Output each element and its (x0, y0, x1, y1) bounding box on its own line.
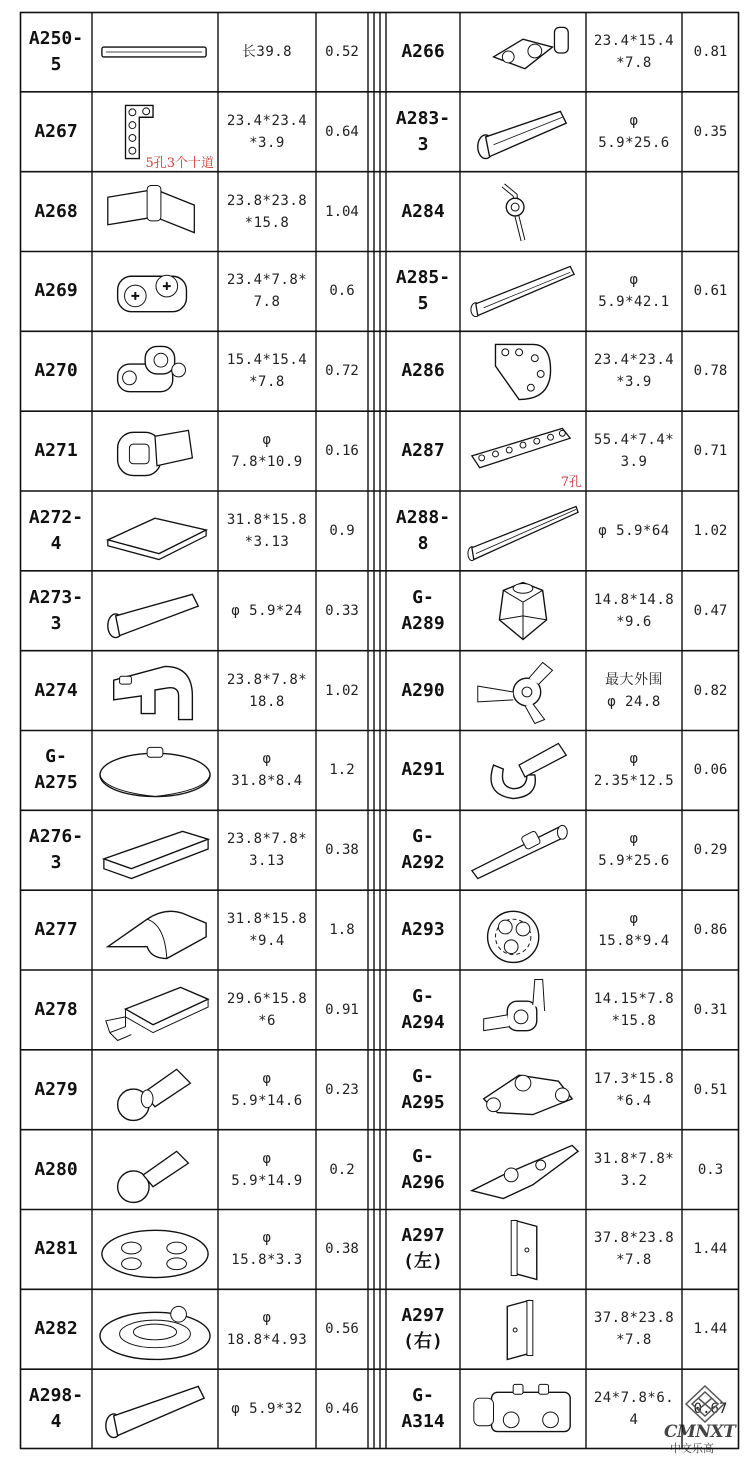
right-part-weight: 1.44 (693, 1241, 728, 1258)
left-part-weight: 1.04 (325, 203, 359, 220)
right-part-code: G- A295 (401, 1065, 445, 1113)
left-part-weight: 1.02 (325, 682, 359, 699)
left-part-weight: 0.2 (329, 1161, 355, 1178)
left-part-code: A267 (34, 120, 78, 142)
right-part-code: A291 (401, 759, 445, 781)
right-part-dimensions: 14.8*14.8 *9.6 (593, 591, 675, 630)
left-part-weight: 0.52 (325, 43, 359, 60)
left-part-image (92, 810, 218, 890)
left-part-weight: 0.56 (325, 1321, 359, 1338)
table-row (20, 890, 739, 970)
left-part-code: A274 (34, 679, 78, 701)
left-part-image (92, 1050, 218, 1130)
right-part-image (460, 970, 586, 1050)
table-row (20, 491, 739, 571)
plate-part-icon (96, 815, 214, 885)
right-part-dimensions: φ 5.9*42.1 (598, 272, 670, 311)
right-part-weight: 0.29 (693, 842, 728, 859)
right-part-image (460, 890, 586, 970)
left-part-image (92, 92, 218, 172)
left-part-weight: 0.9 (329, 522, 355, 539)
short-axle-part-icon (96, 576, 214, 646)
right-part-image (460, 172, 586, 252)
right-part-weight (682, 172, 739, 252)
left-part-weight: 1.8 (329, 922, 355, 939)
left-part-dimensions: 31.8*15.8 *9.4 (226, 911, 308, 950)
ball-joint-part-icon (96, 1055, 214, 1125)
door-left-part-icon (464, 1214, 582, 1284)
left-part-dimensions: φ 5.9*24 (231, 602, 303, 619)
left-part-dimensions: φ 5.9*32 (231, 1401, 303, 1418)
right-part-image (460, 1210, 586, 1290)
left-part-image (92, 1369, 218, 1449)
left-part-code: A278 (34, 998, 78, 1020)
right-part-image (460, 491, 586, 571)
pin-axle-part-icon (464, 815, 582, 885)
left-part-dimensions: 23.8*7.8* 3.13 (226, 831, 308, 870)
left-part-image (92, 571, 218, 651)
right-part-code: A266 (401, 40, 445, 62)
left-part-image (92, 731, 218, 811)
right-part-dimensions: 37.8*23.8 *7.8 (593, 1310, 675, 1349)
right-part-code: G- A314 (401, 1385, 445, 1433)
right-part-image (460, 92, 586, 172)
left-part-weight: 0.64 (325, 123, 359, 140)
table-row (20, 172, 739, 252)
left-part-dimensions: φ 7.8*10.9 (231, 432, 303, 471)
left-part-dimensions: φ 18.8*4.93 (226, 1310, 308, 1349)
table-row (20, 651, 739, 731)
table-row (20, 1289, 739, 1369)
right-part-image (460, 1130, 586, 1210)
left-part-weight: 0.38 (325, 842, 359, 859)
right-part-image (460, 731, 586, 811)
left-part-weight: 0.72 (325, 363, 359, 380)
right-part-code: A297 (右) (401, 1305, 445, 1353)
right-part-image (460, 252, 586, 332)
right-part-image (460, 1369, 586, 1449)
right-part-code: G- A289 (401, 586, 445, 634)
left-part-code: A271 (34, 440, 78, 462)
left-part-weight: 0.91 (325, 1001, 359, 1018)
axle-part-icon (464, 97, 582, 167)
table-row (20, 331, 739, 411)
left-part-code: A268 (34, 200, 78, 222)
rod-part-icon (96, 17, 214, 87)
right-part-image (460, 12, 586, 92)
left-part-dimensions: 23.4*23.4 *3.9 (226, 112, 308, 151)
right-part-image (460, 810, 586, 890)
hinge-plate-part-icon (96, 177, 214, 247)
left-part-dimensions: φ 5.9*14.9 (231, 1150, 303, 1189)
left-part-dimensions: 15.4*15.4 *7.8 (226, 352, 308, 391)
left-part-image (92, 252, 218, 332)
right-part-code: A285- 5 (395, 267, 451, 315)
left-part-weight: 0.16 (325, 443, 359, 460)
left-part-image (92, 651, 218, 731)
right-part-dimensions: 14.15*7.8 *15.8 (593, 990, 675, 1029)
left-part-image (92, 1210, 218, 1290)
table-row (20, 1130, 739, 1210)
left-part-code: A282 (34, 1318, 78, 1340)
left-part-image (92, 1130, 218, 1210)
angle-connector-part-icon (464, 975, 582, 1045)
left-part-code: A269 (34, 280, 78, 302)
table-row (20, 1210, 739, 1290)
right-part-weight: 0.35 (693, 123, 728, 140)
turntable-part-icon (96, 1294, 214, 1364)
pin-connector-part-icon (464, 177, 582, 247)
right-part-weight: 0.31 (693, 1001, 728, 1018)
right-part-weight: 0.61 (693, 283, 728, 300)
right-part-weight: 1.44 (693, 1321, 728, 1338)
left-part-dimensions: 23.8*23.8 *15.8 (226, 192, 308, 231)
right-part-image (460, 331, 586, 411)
left-part-image (92, 491, 218, 571)
left-part-code: A281 (34, 1238, 78, 1260)
right-part-code: A297 (左) (401, 1225, 445, 1273)
left-part-dimensions: 31.8*15.8 *3.13 (226, 511, 308, 550)
watermark-line2: 中文乐高 (670, 1442, 714, 1455)
left-part-code: A279 (34, 1078, 78, 1100)
crystal-part-icon (464, 576, 582, 646)
right-part-weight: 0.67 (693, 1401, 728, 1418)
door-right-part-icon (464, 1294, 582, 1364)
three-way-connector-part-icon (464, 656, 582, 726)
left-part-dimensions: 长39.8 (241, 43, 293, 60)
ball-pin-part-icon (96, 1135, 214, 1205)
watermark (664, 1388, 744, 1458)
left-part-dimensions: 23.8*7.8* 18.8 (226, 671, 308, 710)
right-part-code: A287 (401, 440, 445, 462)
right-part-code: A284 (401, 200, 445, 222)
left-part-weight: 0.38 (325, 1241, 359, 1258)
double-connector-part-icon (96, 336, 214, 406)
clip-tile-part-icon (96, 975, 214, 1045)
table-row (20, 810, 739, 890)
right-part-dimensions: 23.4*23.4 *3.9 (593, 352, 675, 391)
axle-long-part-icon (464, 496, 582, 566)
hook-part-icon (464, 735, 582, 805)
right-part-dimensions: 24*7.8*6. 4 (593, 1390, 675, 1429)
right-part-dimensions: φ 5.9*25.6 (598, 112, 670, 151)
watermark-line1: CMNXT (664, 1422, 736, 1442)
right-part-weight: 0.78 (693, 363, 728, 380)
left-part-code: A273- 3 (28, 586, 84, 634)
right-part-dimensions: 17.3*15.8 *6.4 (593, 1070, 675, 1109)
table-row (20, 12, 739, 92)
left-part-code: A276- 3 (28, 826, 84, 874)
right-part-image (460, 651, 586, 731)
right-part-dimensions: φ 5.9*25.6 (598, 831, 670, 870)
axle-32-part-icon (96, 1374, 214, 1444)
left-part-code: A250- 5 (28, 27, 84, 75)
right-part-weight: 0.06 (693, 762, 728, 779)
right-part-code: A283- 3 (395, 107, 451, 155)
left-part-weight: 0.23 (325, 1081, 359, 1098)
gear-part-icon (464, 895, 582, 965)
left-part-weight: 0.33 (325, 602, 359, 619)
right-part-image (460, 411, 586, 491)
left-part-code: A277 (34, 919, 78, 941)
left-part-code: A272- 4 (28, 506, 84, 554)
connector-part-icon (464, 17, 582, 87)
right-part-code: G- A292 (401, 826, 445, 874)
left-part-code: A298- 4 (28, 1385, 84, 1433)
right-part-code: A286 (401, 360, 445, 382)
right-part-weight: 0.51 (693, 1081, 728, 1098)
right-part-dimensions: 37.8*23.8 *7.8 (593, 1230, 675, 1269)
right-part-code: G- A294 (401, 985, 445, 1033)
right-part-dimensions: φ 5.9*64 (598, 522, 670, 539)
left-part-weight: 1.2 (329, 762, 355, 779)
table-row (20, 411, 739, 491)
left-part-image (92, 172, 218, 252)
left-part-image (92, 331, 218, 411)
right-part-dimensions (586, 172, 682, 252)
left-part-image (92, 970, 218, 1050)
right-part-dimensions: φ 2.35*12.5 (593, 751, 675, 790)
table-row (20, 92, 739, 172)
right-part-image (460, 571, 586, 651)
right-part-weight: 0.3 (697, 1161, 724, 1178)
right-part-weight: 0.47 (693, 602, 728, 619)
right-part-image (460, 1050, 586, 1130)
left-part-image (92, 1289, 218, 1369)
left-part-dimensions: φ 31.8*8.4 (231, 751, 303, 790)
steering-part-icon (464, 1055, 582, 1125)
left-part-code: A270 (34, 360, 78, 382)
right-part-dimensions: 31.8*7.8* 3.2 (593, 1150, 675, 1189)
left-part-weight: 0.6 (329, 283, 355, 300)
right-part-weight: 0.81 (693, 43, 728, 60)
cross-block-part-icon (96, 256, 214, 326)
right-part-code: A288- 8 (395, 506, 451, 554)
left-part-image (92, 411, 218, 491)
left-part-code: G- A275 (34, 746, 78, 794)
table-row (20, 571, 739, 651)
right-part-weight: 0.86 (693, 922, 728, 939)
dish-part-icon (96, 735, 214, 805)
long-axle-part-icon (464, 256, 582, 326)
left-part-dimensions: 29.6*15.8 *6 (226, 990, 308, 1029)
right-part-note: 7孔 (560, 474, 582, 490)
watermark-logo-icon (682, 1384, 728, 1424)
right-part-dimensions: 55.4*7.4* 3.9 (593, 432, 675, 471)
right-part-code: G- A296 (401, 1145, 445, 1193)
table-row (20, 252, 739, 332)
curved-slope-part-icon (96, 895, 214, 965)
curved-beam-part-icon (464, 336, 582, 406)
right-part-image (460, 1289, 586, 1369)
left-part-code: A280 (34, 1158, 78, 1180)
left-part-weight: 0.46 (325, 1401, 359, 1418)
round-plate-part-icon (96, 1214, 214, 1284)
left-part-image (92, 12, 218, 92)
right-part-weight: 0.71 (693, 443, 728, 460)
left-part-dimensions: φ 15.8*3.3 (231, 1230, 303, 1269)
right-part-dimensions: φ 15.8*9.4 (598, 911, 670, 950)
right-part-weight: 0.82 (693, 682, 728, 699)
bush-part-icon (96, 416, 214, 486)
blade-part-icon (464, 1135, 582, 1205)
left-part-dimensions: φ 5.9*14.6 (231, 1070, 303, 1109)
right-part-code: A290 (401, 679, 445, 701)
left-part-dimensions: 23.4*7.8* 7.8 (226, 272, 308, 311)
wheel-holder-part-icon (464, 1374, 582, 1444)
right-part-dimensions: 23.4*15.4 *7.8 (593, 32, 675, 71)
left-part-image (92, 890, 218, 970)
right-part-weight: 1.02 (693, 522, 728, 539)
right-part-dimensions: 最大外围 φ 24.8 (605, 671, 663, 710)
tile-part-icon (96, 496, 214, 566)
table-row (20, 970, 739, 1050)
right-part-code: A293 (401, 919, 445, 941)
parts-table (20, 12, 739, 1449)
table-row (20, 1369, 739, 1449)
table-row (20, 731, 739, 811)
table-row (20, 1050, 739, 1130)
arch-brick-part-icon (96, 656, 214, 726)
left-part-note: 5孔3个十道 (145, 155, 214, 171)
